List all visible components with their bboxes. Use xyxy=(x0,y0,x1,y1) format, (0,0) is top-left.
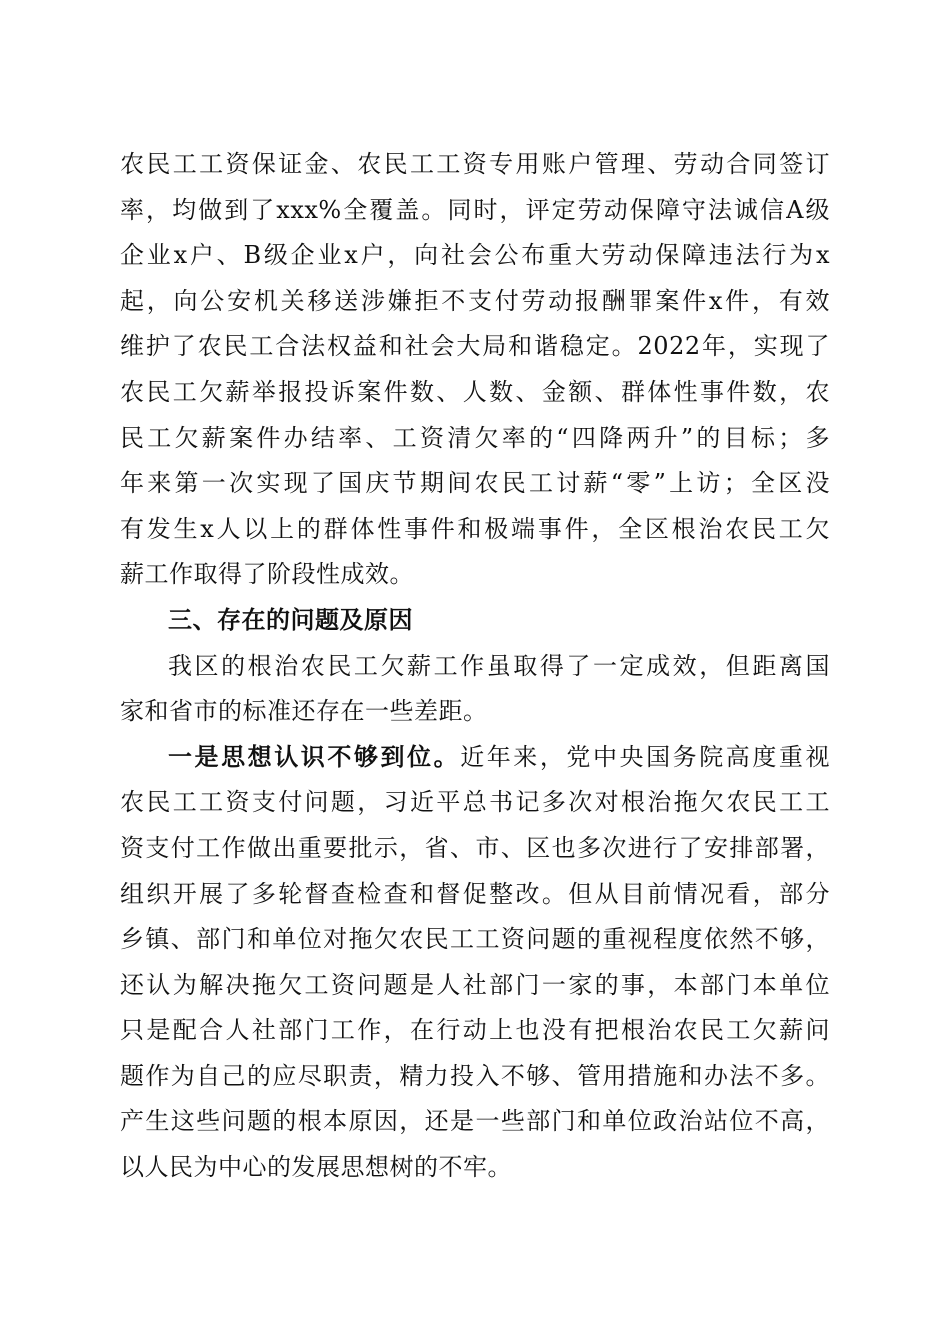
section-heading: 三、存在的问题及原因 xyxy=(168,605,413,634)
text-line: 年来第一次实现了国庆节期间农民工讨薪“零”上访；全区没 xyxy=(120,469,830,498)
text-line: 率，均做到了xxx%全覆盖。同时，评定劳动保障守法诚信A级 xyxy=(120,195,830,224)
text-line: 产生这些问题的根本原因，还是一些部门和单位政治站位不高， xyxy=(120,1107,830,1136)
text-line: 只是配合人社部门工作，在行动上也没有把根治农民工欠薪问 xyxy=(120,1016,830,1045)
text-line: 乡镇、部门和单位对拖欠农民工工资问题的重视程度依然不够， xyxy=(120,925,830,954)
text-line: 民工欠薪案件办结率、工资清欠率的“四降两升”的目标；多 xyxy=(120,423,830,452)
text-line: 企业x户、B级企业x户，向社会公布重大劳动保障违法行为x xyxy=(120,241,830,270)
text-line: 农民工工资保证金、农民工工资专用账户管理、劳动合同签订 xyxy=(120,150,830,178)
text-line: 家和省市的标准还存在一些差距。 xyxy=(120,697,488,726)
paragraph-lead: 一是思想认识不够到位。 xyxy=(168,742,461,771)
paragraph-problem-one xyxy=(120,735,830,1191)
text-line: 维护了农民工合法权益和社会大局和谐稳定。2022年，实现了 xyxy=(120,332,830,361)
text-line: 农民工欠薪举报投诉案件数、人数、金额、群体性事件数，农 xyxy=(120,377,830,406)
paragraph-lead-rest: 近年来，党中央国务院高度重视 xyxy=(460,742,830,771)
text-line xyxy=(120,735,830,781)
text-line: 资支付工作做出重要批示，省、市、区也多次进行了安排部署， xyxy=(120,833,830,862)
text-line: 组织开展了多轮督查检查和督促整改。但从目前情况看，部分 xyxy=(120,879,830,908)
text-line: 以人民为中心的发展思想树的不牢。 xyxy=(120,1153,512,1182)
paragraph-achievements xyxy=(120,142,830,598)
paragraph-intro xyxy=(120,644,830,735)
text-line: 起，向公安机关移送涉嫌拒不支付劳动报酬罪案件x件，有效 xyxy=(120,286,830,315)
text-line: 题作为自己的应尽职责，精力投入不够、管用措施和办法不多。 xyxy=(120,1061,830,1090)
text-line: 我区的根治农民工欠薪工作虽取得了一定成效，但距离国 xyxy=(168,651,830,680)
text-line: 薪工作取得了阶段性成效。 xyxy=(120,560,414,589)
text-line: 有发生x人以上的群体性事件和极端事件，全区根治农民工欠 xyxy=(120,514,830,543)
text-line: 农民工工资支付问题，习近平总书记多次对根治拖欠农民工工 xyxy=(120,788,830,817)
document-body xyxy=(120,142,830,1191)
text-line: 还认为解决拖欠工资问题是人社部门一家的事，本部门本单位 xyxy=(120,970,830,999)
